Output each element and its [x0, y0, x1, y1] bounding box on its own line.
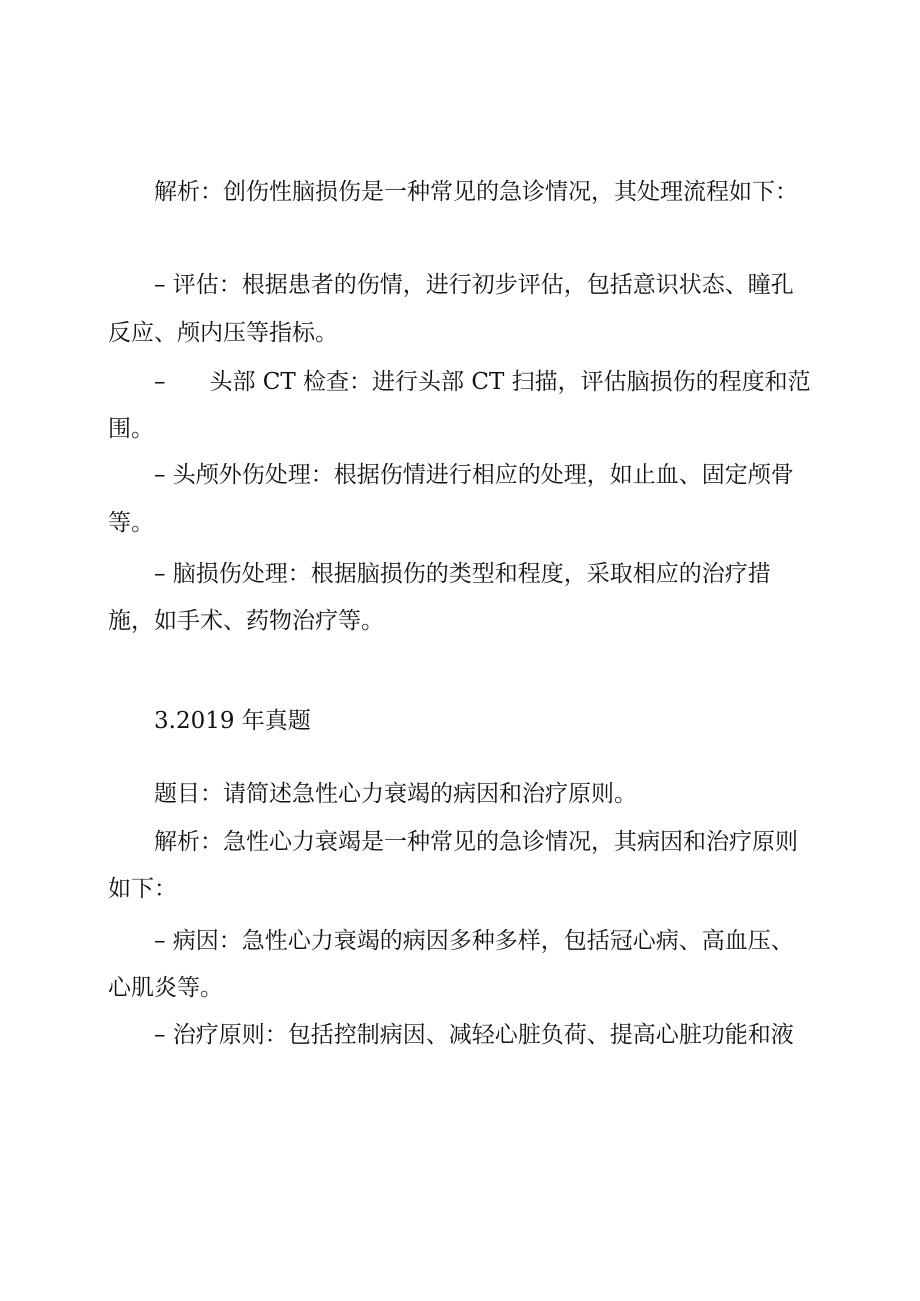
cause-item-line-1: – 病因：急性心力衰竭的病因多种多样，包括冠心病、高血压、: [154, 928, 794, 954]
assessment-item-line-1: – 评估：根据患者的伤情，进行初步评估，包括意识状态、瞳孔: [154, 272, 794, 298]
analysis-line-2: 如下：: [108, 876, 177, 902]
ct-item-dash: –: [154, 369, 166, 395]
assessment-item-line-2: 反应、颅内压等指标。: [108, 320, 338, 346]
treatment-item-line-1: – 治疗原则：包括控制病因、减轻心脏负荷、提高心脏功能和液: [154, 1022, 794, 1048]
brain-injury-item-line-2: 施，如手术、药物治疗等。: [108, 608, 384, 634]
ct-item-line-2: 围。: [108, 416, 154, 442]
ct-item-line-1: [154, 367, 811, 397]
head-trauma-item-line-1: – 头颅外伤处理：根据伤情进行相应的处理，如止血、固定颅骨: [154, 462, 794, 488]
ct-item-text: 头部 CT 检查：进行头部 CT 扫描，评估脑损伤的程度和范: [209, 369, 811, 395]
brain-injury-item-line-1: – 脑损伤处理：根据脑损伤的类型和程度，采取相应的治疗措: [154, 561, 771, 587]
analysis-line-1: 解析：急性心力衰竭是一种常见的急诊情况，其病因和治疗原则: [154, 829, 798, 855]
section-heading: 3.2019 年真题: [154, 708, 311, 734]
analysis-intro: 解析：创伤性脑损伤是一种常见的急诊情况，其处理流程如下：: [154, 179, 798, 205]
question-text: 题目：请简述急性心力衰竭的病因和治疗原则。: [154, 781, 637, 807]
head-trauma-item-line-2: 等。: [108, 510, 154, 536]
cause-item-line-2: 心肌炎等。: [108, 975, 223, 1001]
